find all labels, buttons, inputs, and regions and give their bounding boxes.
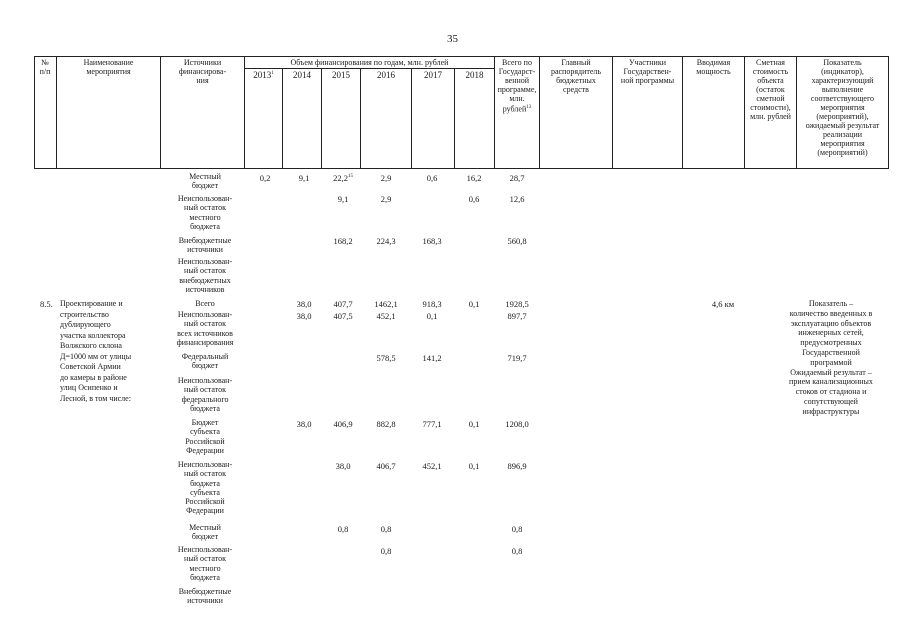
value-cell: 406,7	[376, 461, 396, 471]
header-year-2016: 2016	[377, 70, 395, 80]
source-cell: Бюджет субъекта Российской Федерации	[185, 418, 225, 455]
total-cell: 12,6	[509, 194, 525, 204]
value-cell: 407,7	[333, 299, 353, 309]
header-volume-title: Объем финансирования по годам, млн. рублей	[290, 58, 449, 67]
item-name: Проектирование и строительство дублирующего участка коллектора Волжского склона Д=1000 мм от улицы Советской Армии до камеры в районе улиц Осипенко и Лесной, в том числе:	[60, 299, 132, 403]
total-cell: 0,8	[511, 546, 523, 556]
header-num: № п/п	[39, 58, 51, 76]
value-cell: 452,1	[376, 311, 396, 321]
value-cell: 0,8	[380, 524, 392, 534]
source-cell: Внебюджетные источники	[178, 236, 232, 255]
value-cell: 0,1	[468, 299, 480, 309]
value-cell: 9,1	[298, 173, 310, 183]
value-cell: 0,1	[426, 311, 438, 321]
value-cell: 22,2$^{15}$	[333, 173, 353, 183]
header-year-2018: 2018	[465, 70, 484, 80]
page-number: 35	[447, 33, 458, 45]
source-cell: Неиспользован- ный остаток федерального бюджета	[177, 376, 233, 413]
header-capacity: Вводимая мощность	[696, 58, 731, 76]
source-cell: Неиспользован- ный остаток местного бюджета	[177, 545, 233, 582]
value-cell: 0,1	[468, 461, 480, 471]
header-event-name: Наименование мероприятия	[83, 58, 134, 76]
source-cell: Неиспользован- ный остаток бюджета субъекта Российской Федерации	[177, 460, 233, 516]
value-cell: 2,9	[380, 194, 392, 204]
value-cell: 0,6	[426, 173, 438, 183]
source-cell: Местный бюджет	[189, 172, 221, 191]
value-cell: 9,1	[337, 194, 349, 204]
total-cell: 28,7	[509, 173, 525, 183]
source-cell: Местный бюджет	[189, 523, 221, 542]
value-cell: 0,8	[380, 546, 392, 556]
item-indicator: Показатель – количество введенных в эксплуатацию объектов инженерных сетей, предусмотренных Государственной программой Ожидаемый результат – прием канализационных стоков от стадиона и сопутствующей инфраструктуры	[789, 299, 873, 416]
header-year-2015: 2015	[332, 70, 350, 80]
value-cell: 0,1	[468, 419, 480, 429]
source-cell: Федеральный бюджет	[181, 352, 229, 371]
header-estimated-cost: Сметная стоимость объекта (остаток сметной стоимости), млн. рублей	[750, 58, 791, 121]
header-participants: Участники Государствен- ной программы	[620, 58, 675, 85]
value-cell: 2,9	[380, 173, 392, 183]
value-cell: 406,9	[333, 419, 353, 429]
total-cell: 1928,5	[505, 299, 529, 309]
total-cell: 0,8	[511, 524, 523, 534]
value-cell: 0,2	[259, 173, 271, 183]
value-cell: 224,3	[376, 236, 396, 246]
header-year-2013: 2013$^1$	[253, 70, 274, 80]
value-cell: 578,5	[376, 353, 396, 363]
value-cell: 38,0	[296, 419, 312, 429]
source-cell: Всего	[195, 299, 215, 308]
value-cell: 141,2	[422, 353, 442, 363]
table-header	[34, 56, 889, 169]
total-cell: 560,8	[507, 236, 527, 246]
value-cell: 452,1	[422, 461, 442, 471]
header-year-2017: 2017	[424, 70, 442, 80]
value-cell: 918,3	[422, 299, 442, 309]
header-sources: Источники финансирова- ния	[178, 58, 227, 85]
header-indicator: Показатель (индикатор), характеризующий выполнение соответствующего мероприятия (мероприятий), ожидаемый результат реализации мероприятия (мероприятий)	[805, 58, 880, 157]
value-cell: 1462,1	[374, 299, 398, 309]
value-cell: 38,0	[296, 299, 312, 309]
value-cell: 777,1	[422, 419, 442, 429]
source-cell: Внебюджетные источники	[178, 587, 232, 606]
total-cell: 896,9	[507, 461, 527, 471]
source-cell: Неиспользован- ный остаток всех источников финансирования	[176, 310, 234, 347]
header-manager: Главный распорядитель бюджетных средств	[550, 58, 602, 94]
value-cell: 0,8	[337, 524, 349, 534]
value-cell: 882,8	[376, 419, 396, 429]
value-cell: 407,5	[333, 311, 353, 321]
value-cell: 168,2	[333, 236, 353, 246]
total-cell: 719,7	[507, 353, 527, 363]
item-capacity: 4,6 км	[711, 299, 735, 309]
value-cell: 0,6	[468, 194, 480, 204]
value-cell: 168,3	[422, 236, 442, 246]
header-year-2014: 2014	[293, 70, 311, 80]
value-cell: 38,0	[296, 311, 312, 321]
value-cell: 38,0	[335, 461, 351, 471]
header-total: Всего по Государст- венной программе, млн. рублей$^{13}$	[497, 58, 537, 114]
value-cell: 16,2	[466, 173, 482, 183]
total-cell: 1208,0	[505, 419, 529, 429]
source-cell: Неиспользован- ный остаток внебюджетных источников	[177, 257, 233, 294]
item-number: 8.5.	[40, 299, 53, 309]
total-cell: 897,7	[507, 311, 527, 321]
source-cell: Неиспользован- ный остаток местного бюджета	[177, 194, 233, 231]
